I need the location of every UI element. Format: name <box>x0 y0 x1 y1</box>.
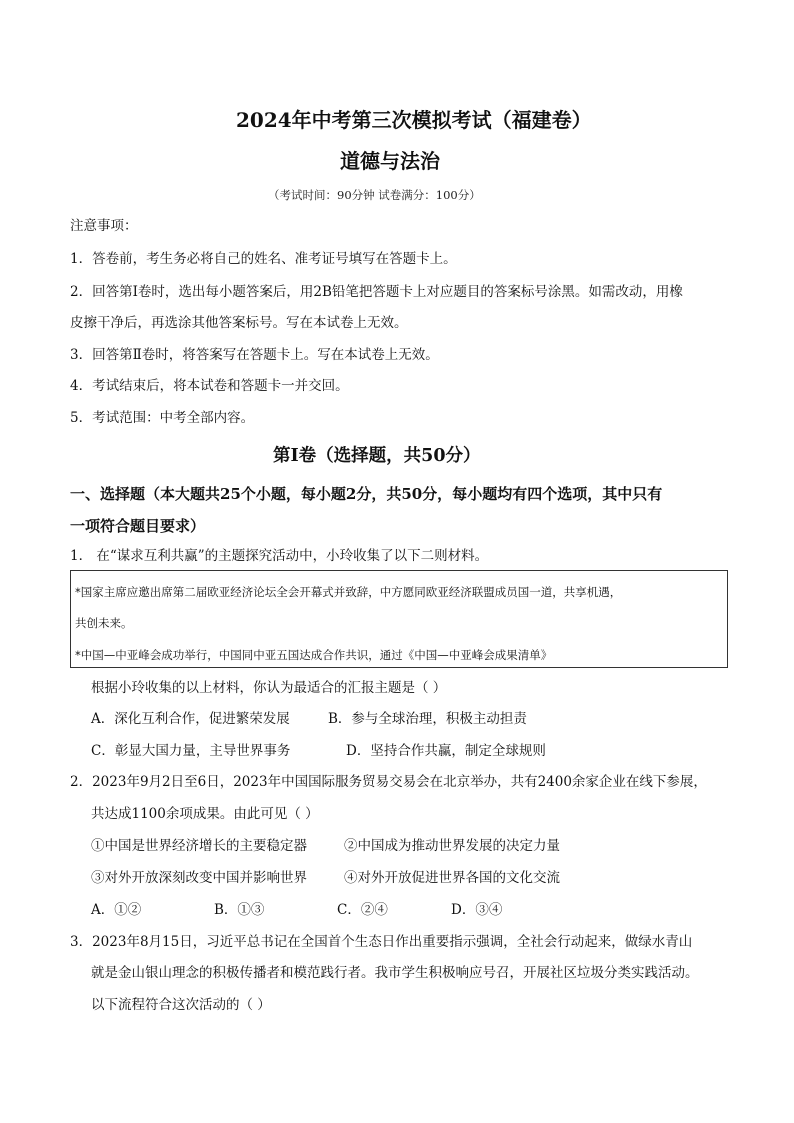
material-line: *中国—中亚峰会成功举行，中国同中亚五国达成合作共识，通过《中国—中亚峰会成果清单》 <box>75 648 553 662</box>
question-1-prompt: 根据小玲收集的以上材料，你认为最适合的汇报主题是（ ） <box>91 680 447 696</box>
note-item: 5．考试范围：中考全部内容。 <box>70 410 255 426</box>
note-item: 4．考试结束后，将本试卷和答题卡一并交回。 <box>70 378 349 394</box>
option-d: D．坚持合作共赢，制定全球规则 <box>346 743 546 759</box>
section-instruction: 一项符合题目要求） <box>70 517 206 535</box>
option-c: C．彰显大国力量，主导世界事务 <box>91 743 291 759</box>
question-2-stem: 共达成1100余项成果。由此可见（ ） <box>91 806 319 822</box>
option-a: A．深化互利合作，促进繁荣发展 <box>91 711 290 727</box>
section-title: 第Ⅰ卷（选择题，共50分） <box>273 446 481 466</box>
question-3-stem: 就是金山银山理念的积极传播者和模范践行者。我市学生积极响应号召，开展社区垃圾分类实践活动。 <box>91 965 699 981</box>
statement-3: ③对外开放深刻改变中国并影响世界 <box>91 870 307 886</box>
material-line: *国家主席应邀出席第二届欧亚经济论坛全会开幕式并致辞，中方愿同欧亚经济联盟成员国一道，共享机遇， <box>75 585 622 599</box>
option-b: B．①③ <box>214 902 265 918</box>
option-d: D．③④ <box>451 902 503 918</box>
option-a: A．①② <box>91 902 142 918</box>
note-item: 皮擦干净后，再选涂其他答案标号。写在本试卷上无效。 <box>70 315 408 331</box>
question-3-stem: 以下流程符合这次活动的（ ） <box>91 997 271 1013</box>
question-2-stem: 2．2023年9月2日至6日，2023年中国国际服务贸易交易会在北京举办，共有2400余家企业在线下参展， <box>70 774 707 790</box>
statement-1: ①中国是世界经济增长的主要稳定器 <box>91 838 307 854</box>
question-1-stem: 1． 在“谋求互利共赢”的主题探究活动中，小玲收集了以下二则材料。 <box>70 548 489 564</box>
question-3-stem: 3．2023年8月15日，习近平总书记在全国首个生态日作出重要指示强调，全社会行动起来，做绿水青山 <box>70 934 693 950</box>
material-line: 共创未来。 <box>75 616 133 630</box>
option-c: C．②④ <box>337 902 388 918</box>
note-item: 1．答卷前，考生务必将自己的姓名、准考证号填写在答题卡上。 <box>70 251 457 267</box>
exam-info: （考试时间：90分钟 试卷满分：100分） <box>268 188 481 202</box>
note-item: 2．回答第Ⅰ卷时，选出每小题答案后，用2B铅笔把答题卡上对应题目的答案标号涂黑。如需改动，用橡 <box>70 284 683 300</box>
statement-2: ②中国成为推动世界发展的决定力量 <box>344 838 560 854</box>
statement-4: ④对外开放促进世界各国的文化交流 <box>344 870 560 886</box>
section-instruction: 一、选择题（本大题共25个小题，每小题2分，共50分，每小题均有四个选项，其中只有 <box>70 485 663 503</box>
note-item: 3．回答第Ⅱ卷时，将答案写在答题卡上。写在本试卷上无效。 <box>70 347 439 363</box>
subject-title: 道德与法治 <box>340 149 440 173</box>
exam-title: 2024年中考第三次模拟考试（福建卷） <box>236 108 592 132</box>
notes-heading: 注意事项： <box>70 218 138 234</box>
option-b: B．参与全球治理，积极主动担责 <box>328 711 527 727</box>
material-box <box>70 570 728 668</box>
